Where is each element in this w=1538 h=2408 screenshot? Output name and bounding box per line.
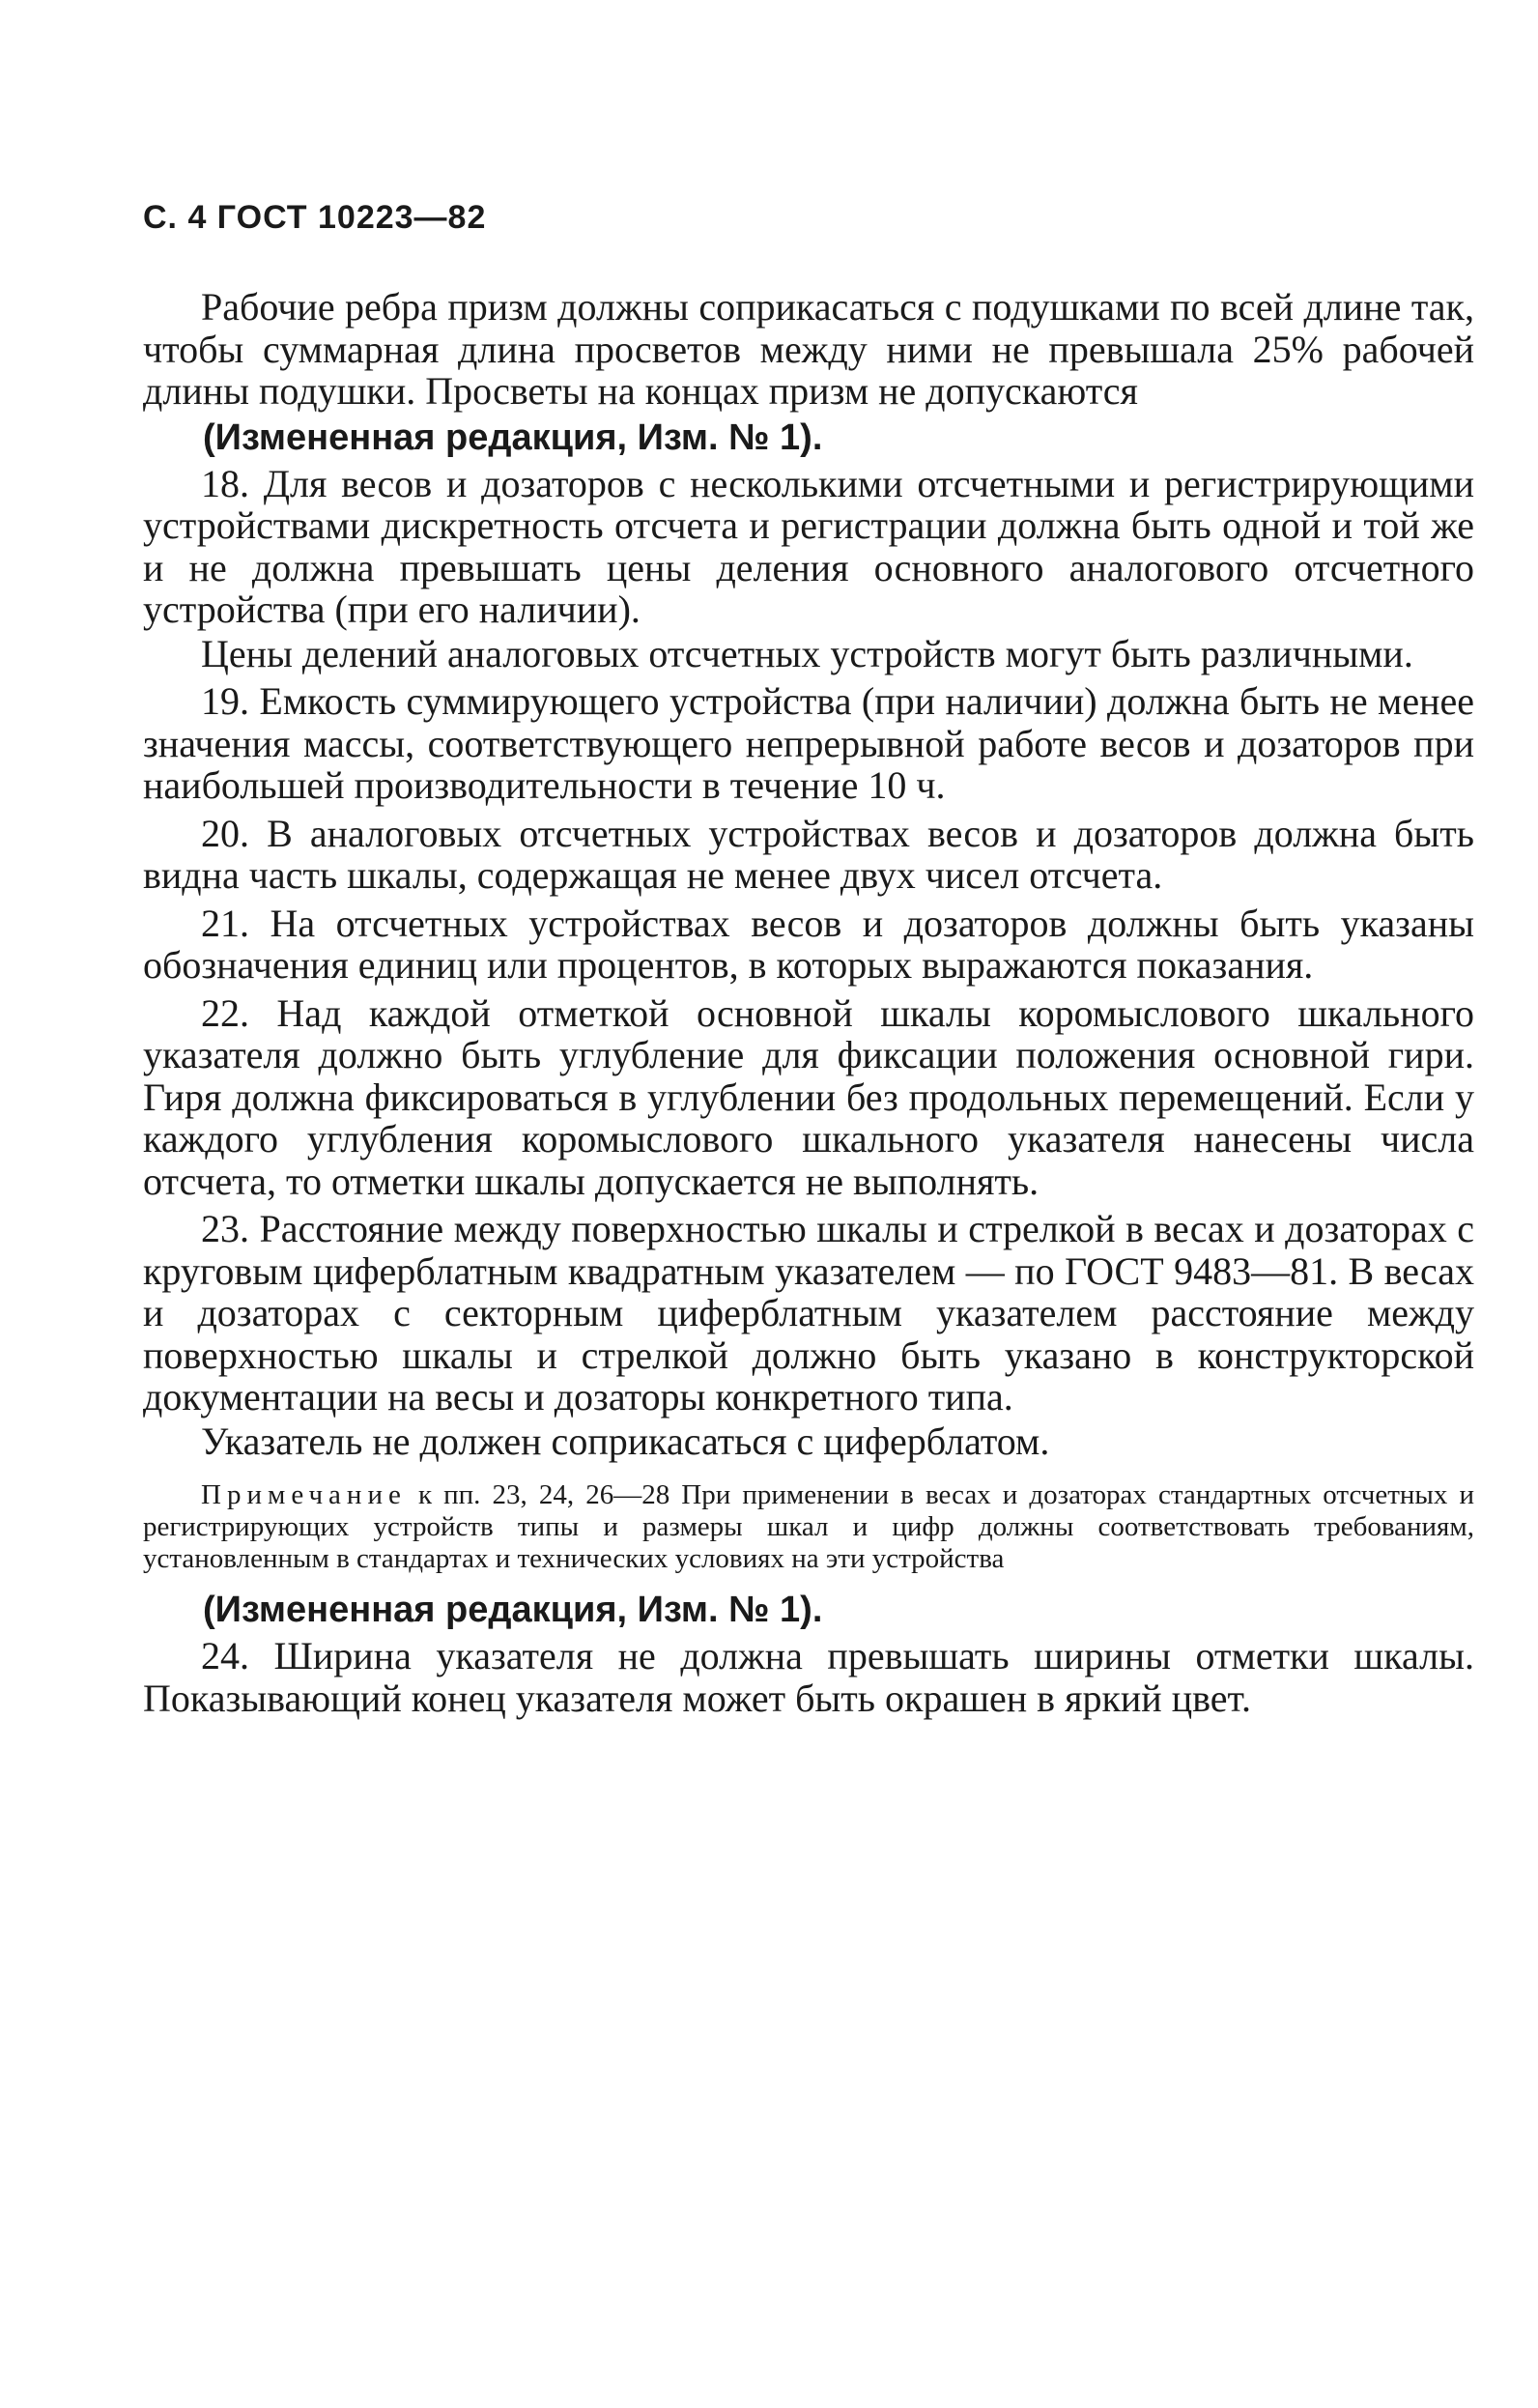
paragraph-23: 23. Расстояние между поверхностью шкалы и стрелкой в весах и дозаторах с круговым циферблатным квадратным указателем — по ГОСТ 9483—81. В весах и дозаторах с секторным циферблатным указателем расстояние между поверхностью шкалы и стрелкой должно быть указано в конструкторской документации на весы и дозаторы конкретного типа.	[143, 1207, 1474, 1419]
footnote	[143, 1479, 1474, 1575]
paragraph-prism-ribs: Рабочие ребра призм должны соприкасаться с подушками по всей длине так, чтобы суммарная длина просветов между ними не превышала 25% рабочей длины подушки. Просветы на концах призм не допускаются	[143, 285, 1474, 413]
paragraph-22: 22. Над каждой отметкой основной шкалы коромыслового шкального указателя должно быть углубление для фиксации положения основной гири. Гиря должна фиксироваться в углублении без продольных перемещений. Если у каждого углубления коромыслового шкального указателя нанесены числа отсчета, то отметки шкалы допускается не выполнять.	[143, 990, 1474, 1203]
page-header: С. 4 ГОСТ 10223—82	[143, 199, 487, 236]
footnote-label: Примечание	[201, 1479, 407, 1510]
paragraph-18: 18. Для весов и дозаторов с несколькими отсчетными и регистрирующими устройствами дискретность отсчета и регистрации должна быть одной и той же и не должна превышать цены деления основного аналогового отсчетного устройства (при его наличии).	[143, 461, 1474, 631]
document-body	[143, 286, 1474, 1719]
footnote-text: к пп. 23, 24, 26—28 При применении в весах и дозаторах стандартных отсчетных и регистрирующих устройств типы и размеры шкал и цифр должны соответствовать требованиям, установленным в стандартах и технических условиях на эти устройства	[143, 1479, 1474, 1574]
paragraph-18-continued: Цены делений аналоговых отсчетных устройств могут быть различными.	[201, 631, 1413, 675]
amendment-note: (Измененная редакция, Изм. № 1).	[203, 416, 823, 458]
paragraph-21: 21. На отсчетных устройствах весов и дозаторов должны быть указаны обозначения единиц или процентов, в которых выражаются показания.	[143, 901, 1474, 987]
paragraph-20: 20. В аналоговых отсчетных устройствах весов и дозаторов должна быть видна часть шкалы, содержащая не менее двух чисел отсчета.	[143, 811, 1474, 897]
paragraph-19: 19. Емкость суммирующего устройства (при наличии) должна быть не менее значения массы, соответствующего непрерывной работе весов и дозаторов при наибольшей производительности в течение 10 ч.	[143, 679, 1474, 807]
paragraph-23-continued: Указатель не должен соприкасаться с циферблатом.	[201, 1419, 1050, 1463]
amendment-note-2: (Измененная редакция, Изм. № 1).	[203, 1590, 823, 1630]
paragraph-24: 24. Ширина указателя не должна превышать ширины отметки шкалы. Показывающий конец указателя может быть окрашен в яркий цвет.	[143, 1634, 1474, 1720]
